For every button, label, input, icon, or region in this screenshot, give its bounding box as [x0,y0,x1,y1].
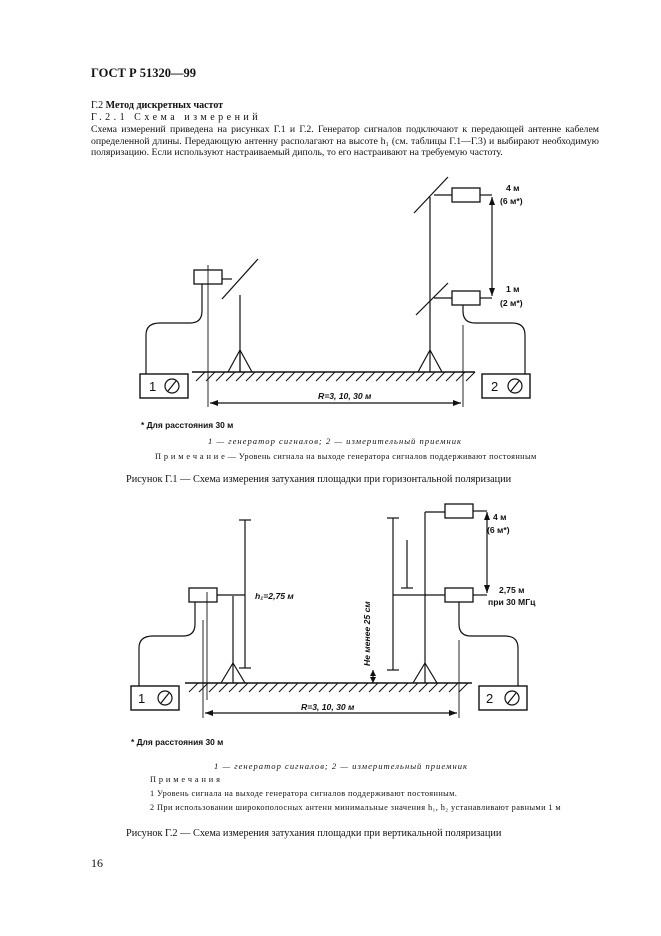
left-cable [139,602,195,686]
subsection-title: Схема измерений [134,112,262,123]
figure-2-diagram [125,500,545,730]
box-2-label: 2 [491,379,499,394]
section-title: Метод дискретных частот [105,100,224,111]
section-number: Г.2 [91,100,104,111]
body-paragraph [91,124,599,159]
ground-hatching [189,683,468,692]
subsection-number: Г.2.1 [91,112,129,123]
top-height-alt-label: (6 м*) [487,525,510,535]
section-heading [91,100,223,111]
right-cable [463,305,525,374]
min-distance-label: Не менее 25 см [362,601,372,666]
figure-2-note-2: 2 При использовании широкополосных антенн минимальные значения h₁, h₂ устанавливают равными 1 м [150,803,562,812]
figure-1-footnote: * Для расстояния 30 м [141,420,234,430]
mid-height-alt-label: при 30 МГц [488,597,536,607]
page-number: 16 [91,856,103,870]
subsection-heading [91,112,261,123]
mid-height-label: 2,75 м [499,585,525,595]
right-upper-box [452,188,480,202]
left-antenna-box [189,588,217,602]
top-height-alt-label: (6 м*) [500,196,523,206]
box-1-label: 1 [138,691,146,706]
receiver-box [482,374,530,398]
document-header: ГОСТ Р 51320—99 [91,66,197,80]
figure-2-footnote: * Для расстояния 30 м [131,737,224,747]
right-lower-dipole [416,283,448,315]
generator-box [140,374,188,398]
ground-hatching [196,372,475,381]
top-height-label: 4 м [493,512,507,522]
figure-1-caption: Рисунок Г.1 — Схема измерения затухания площадки при горизонтальной поляризации [126,474,512,485]
figure-2-legend: 1 — генератор сигналов; 2 — измерительный приемник [214,761,469,771]
right-lower-box [445,588,473,602]
low-height-alt-label: (2 м*) [500,298,523,308]
right-upper-box [445,504,473,518]
top-height-label: 4 м [506,183,520,193]
distance-label: R=3, 10, 30 м [301,702,355,712]
figure-2-note-1: 1 Уровень сигнала на выходе генератора сигналов поддерживают постоянным. [150,789,458,798]
figure-2-notes-title: П р и м е ч а н и я [150,775,221,784]
left-cable [146,284,202,374]
figure-1-diagram [130,175,550,415]
right-cable [459,602,518,686]
box-1-label: 1 [149,379,157,394]
box-2-label: 2 [486,691,494,706]
h1-label: h₁=2,75 м [255,591,294,601]
figure-2-caption: Рисунок Г.2 — Схема измерения затухания площадки при вертикальной поляризации [126,828,502,839]
figure-1-note: П р и м е ч а н и е — Уровень сигнала на выходе генератора сигналов поддерживают постоянным [155,452,537,461]
right-lower-box [452,291,480,305]
low-height-label: 1 м [506,284,520,294]
distance-label: R=3, 10, 30 м [318,391,372,401]
figure-1-legend: 1 — генератор сигналов; 2 — измерительный приемник [208,436,463,446]
paragraph-text: Схема измерений приведена на рисунках Г.1 и Г.2. Генератор сигналов подключают к передающей антенне кабелем определенной длины. Передающую антенну располагают на высоте h₁ (см. таблицы Г.1—Г.3) и выбирают необходимую поляризацию. Если используют настраиваемый диполь, то его настраивают на требуемую частоту. [91,124,599,158]
